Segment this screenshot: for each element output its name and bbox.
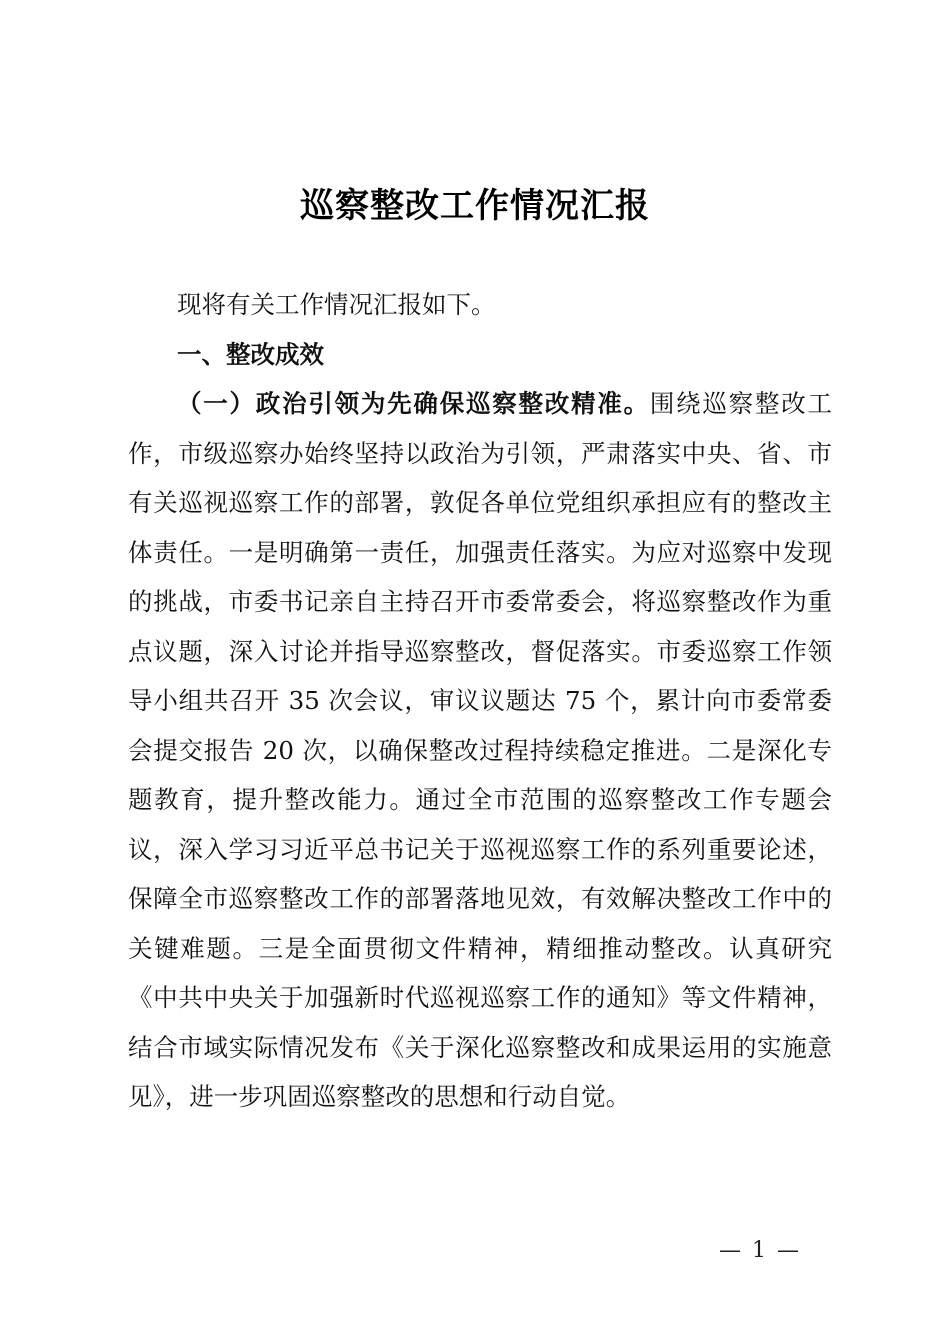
intro-paragraph: 现将有关工作情况汇报如下。 [177, 290, 496, 319]
document-title: 巡察整改工作情况汇报 [300, 186, 650, 226]
subsection-lead: （一）政治引领为先确保巡察整改精准。 [177, 389, 650, 418]
page-number: — 1 — [719, 1238, 801, 1263]
subsection-text: 围绕巡察整改工作，市级巡察办始终坚持以政治为引领，严肃落实中央、省、市有关巡视巡察工作的部署，敦促各单位党组织承担应有的整改主体责任。一是明确第一责任，加强责任落实。为应对巡察中发现的挑战，市委书记亲自主持召开市委常委会，将巡察整改作为重点议题，深入讨论并指导巡察整改，督促落实。市委巡察工作领导小组共召开 35 次会议，审议议题达 75 个，累计向市委常委会提交报告 20 次，以确保整改过程持续稳定推进。二是深化专题教育，提升整改能力。通过全市范围的巡察整改工作专题会议，深入学习习近平总书记关于巡视巡察工作的系列重要论述，保障全市巡察整改工作的部署落地见效，有效解决整改工作中的关键难题。三是全面贯彻文件精神，精细推动整改。认真研究《中共中央关于加强新时代巡视巡察工作的通知》等文件精神，结合市域实际情况发布《关于深化巡察整改和成果运用的实施意见》，进一步巩固巡察整改的思想和行动自觉。 [128, 389, 832, 1111]
document-body [128, 280, 832, 1122]
section-heading: 一、整改成效 [177, 339, 324, 369]
subsection-paragraph [128, 379, 832, 1122]
